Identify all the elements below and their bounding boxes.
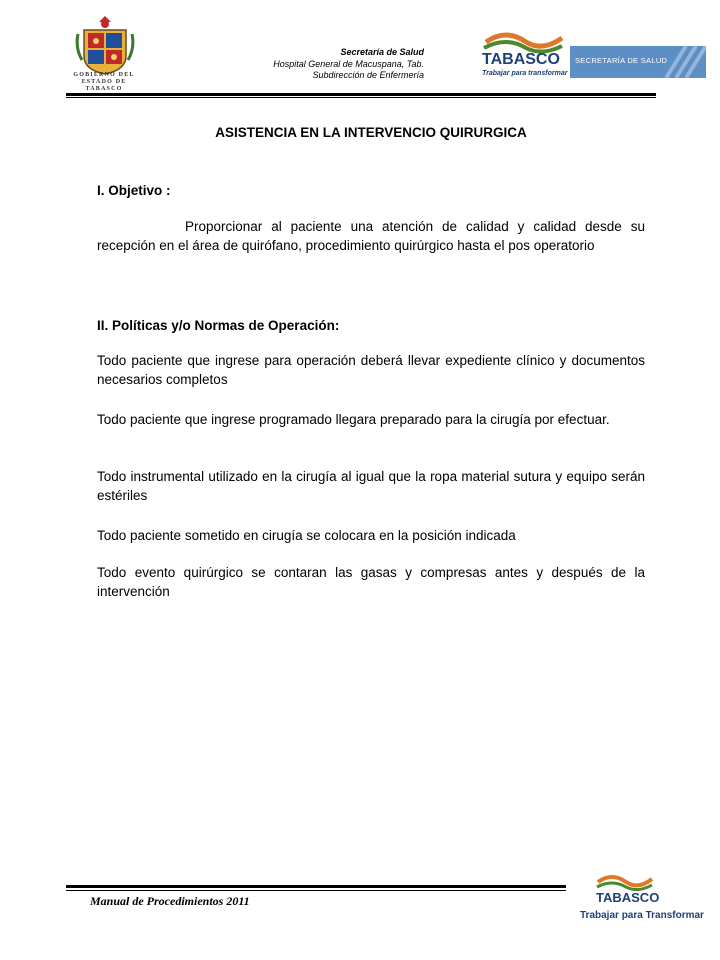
objective-text: Proporcionar al paciente una atención de calidad y calidad desde su recepción en el área de quirófano, procedimiento quirúrgico hasta el pos operatorio: [97, 219, 645, 253]
tabasco-logo-icon: [480, 30, 566, 80]
header-rule: [66, 93, 656, 96]
policy-item: Todo paciente sometido en cirugía se colocara en la posición indicada: [97, 528, 516, 543]
objective-heading: I. Objetivo :: [97, 183, 171, 198]
tabasco-footer-logo-icon: [580, 872, 704, 924]
footer-rule-thin: [66, 890, 566, 891]
policy-item: Todo paciente que ingrese programado llegara preparado para la cirugía por efectuar.: [97, 412, 610, 427]
footer-rule: [66, 885, 566, 888]
secretaria-salud-banner: [570, 46, 706, 78]
footer-logo-text: TABASCO: [596, 890, 660, 905]
policy-item: Todo instrumental utilizado en la cirugía al igual que la ropa material sutura y equipo serán estériles: [97, 469, 645, 503]
footer-manual-label: Manual de Procedimientos 2011: [90, 894, 250, 908]
header-line-secretaria: Secretaría de Salud: [340, 47, 424, 57]
header-line-subdireccion: Subdirección de Enfermería: [312, 70, 424, 80]
tabasco-logo-text: TABASCO: [482, 51, 560, 68]
policies-heading: II. Políticas y/o Normas de Operación:: [97, 318, 340, 333]
tabasco-slogan: Trabajar para transformar: [482, 70, 568, 77]
policy-item: Todo evento quirúrgico se contaran las gasas y compresas antes y después de la intervención: [97, 565, 645, 599]
document-title: ASISTENCIA EN LA INTERVENCIO QUIRURGICA: [215, 125, 527, 140]
salud-banner-text: SECRETARÍA DE SALUD: [575, 56, 668, 65]
header-line-hospital: Hospital General de Macuspana, Tab.: [273, 58, 424, 69]
header-institution-text: [228, 47, 424, 82]
banner-stripes-icon: [658, 46, 706, 78]
footer-logo-slogan: Trabajar para Transformar: [580, 910, 704, 921]
header-rule-thin: [66, 97, 656, 98]
crest-caption: GOBIERNO DEL ESTADO DE TABASCO: [73, 72, 135, 92]
policy-item: Todo paciente que ingrese para operación deberá llevar expediente clínico y documentos necesarios completos: [97, 353, 645, 387]
